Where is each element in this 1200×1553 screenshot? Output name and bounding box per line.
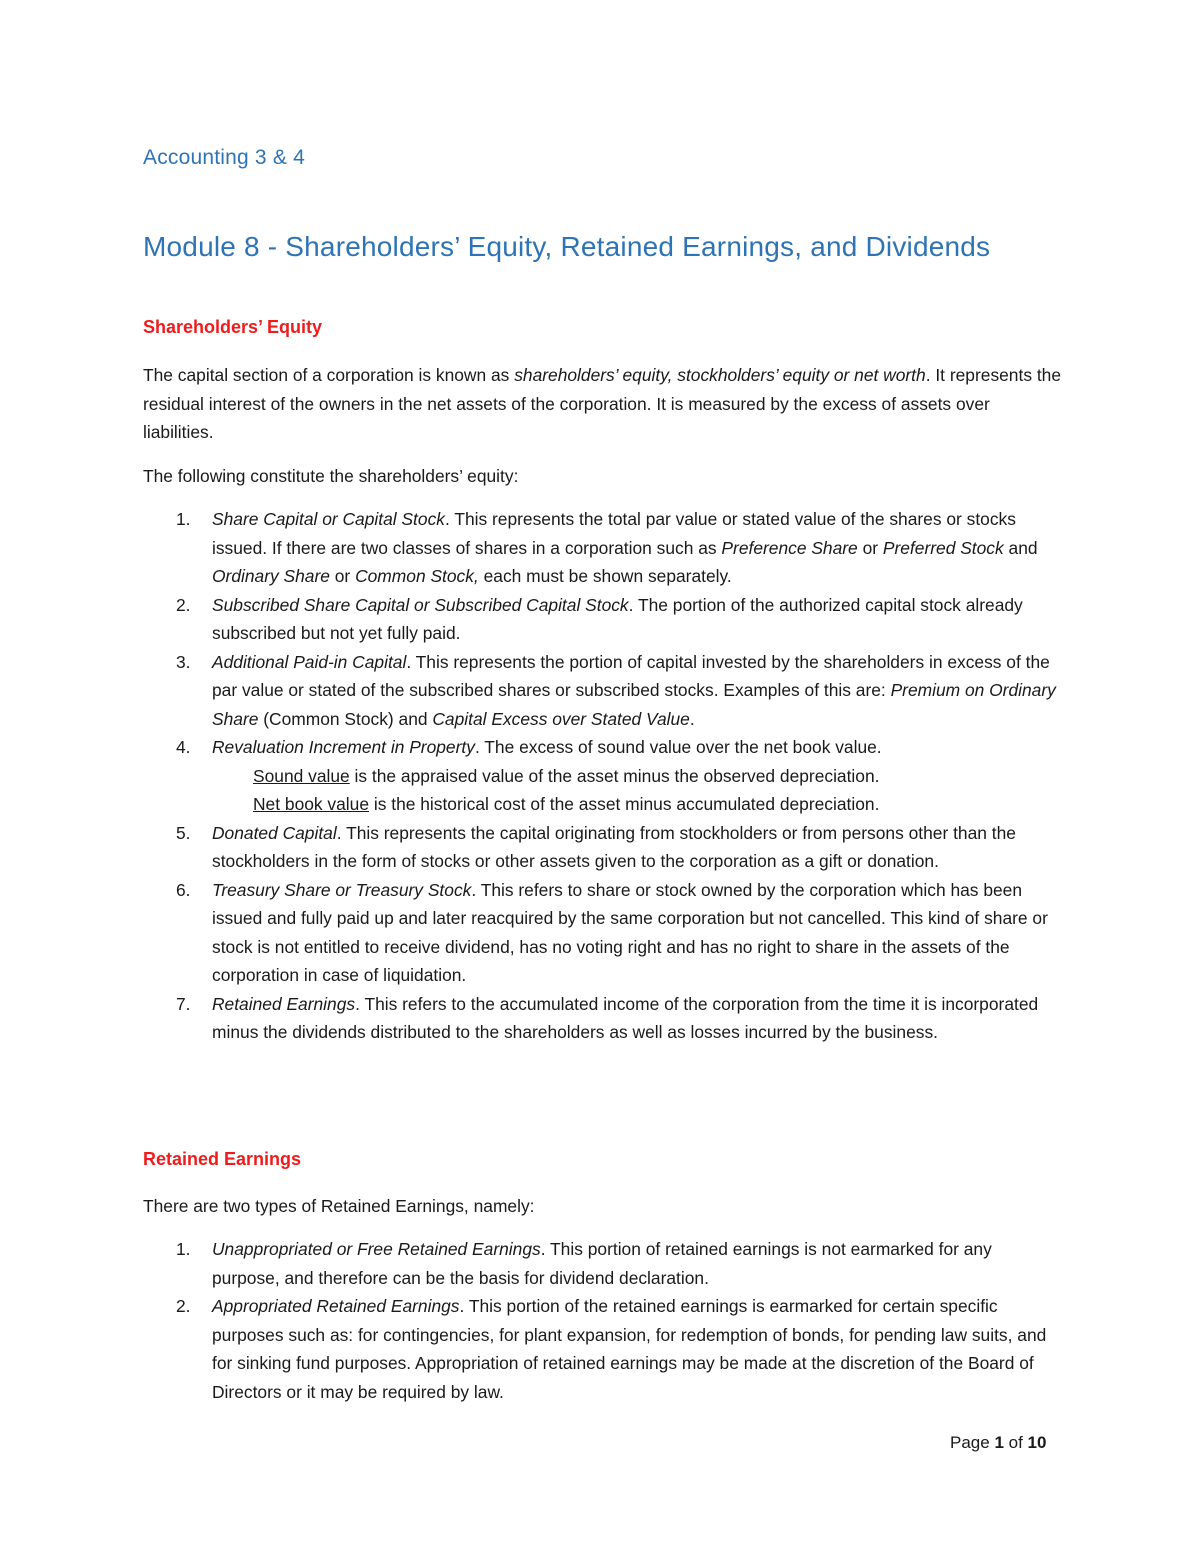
list-number: 1. <box>176 1239 191 1259</box>
list-number: 5. <box>176 822 191 843</box>
list-text: . This portion of the retained earnings is earmarked for certain specific purposes such as: for contingencies, for plant expansion, for redemption of bonds, for pending law suits, and for sinking fund purposes. Appropriation of retained earnings may be made at the discretion of the Board of Directors or it may be required by law. <box>212 1296 1047 1402</box>
list-number: 3. <box>176 651 191 672</box>
list-number: 1. <box>176 509 191 529</box>
retained-earnings-types-list <box>143 1235 1063 1406</box>
inline-term: Capital Excess over Stated Value <box>432 708 690 729</box>
page-label: Page <box>950 1433 995 1452</box>
page-current: 1 <box>994 1433 1004 1452</box>
intro-text-a: The capital section of a corporation is known as <box>143 365 515 385</box>
list-text: . This refers to share or stock owned by the corporation which has been issued and fully paid up and later reacquired by the same corporation but not cancelled. This kind of share or stock is not entitled to receive dividend, has no voting right and has no right to share in the assets of the corporation in case of liquidation. <box>212 879 1048 985</box>
equity-lead-paragraph: The following constitute the shareholders’ equity: <box>143 466 519 486</box>
list-number: 2. <box>176 594 191 615</box>
list-item <box>143 1292 1063 1406</box>
section-heading-shareholders-equity: Shareholders’ Equity <box>143 317 323 337</box>
list-text: each must be shown separately. <box>478 566 732 586</box>
list-text: and <box>1003 537 1038 558</box>
list-text: or <box>329 566 356 586</box>
list-text: (Common Stock) and <box>258 708 433 729</box>
list-term: Additional Paid-in Capital <box>212 651 407 672</box>
underlined-term: Net book value <box>253 794 370 814</box>
page-number <box>950 1433 1046 1453</box>
list-text: or <box>857 537 883 558</box>
intro-text-b: . It represents the residual interest of the owners in the net assets of the corporation. It is measured by the excess of assets over liabilities. <box>143 365 1062 442</box>
list-item <box>143 648 1063 734</box>
definition-net-book-value <box>212 790 1063 819</box>
list-text: . This represents the capital originating from stockholders or from persons other than the stockholders in the form of stocks or other assets given to the corporation as a gift or donation. <box>212 822 1016 871</box>
list-term: Revaluation Increment in Property <box>212 737 475 757</box>
inline-term: Preferred Stock <box>882 537 1004 558</box>
list-term: Donated Capital <box>212 822 337 843</box>
definition-text: is the appraised value of the asset minus the observed depreciation. <box>349 765 880 786</box>
inline-term: Preference Share <box>721 537 858 558</box>
page-of-label: of <box>1003 1433 1028 1452</box>
list-term: Retained Earnings <box>212 993 356 1014</box>
list-item <box>143 990 1063 1047</box>
underlined-term: Sound value <box>253 765 350 786</box>
list-text: . This represents the total par value or stated value of the shares or stocks issued. If there are two classes of shares in a corporation such as <box>212 509 1016 558</box>
list-term: Treasury Share or Treasury Stock <box>212 879 472 900</box>
list-number: 7. <box>176 993 191 1014</box>
list-text: . This refers to the accumulated income of the corporation from the time it is incorporated minus the dividends distributed to the shareholders as well as losses incurred by the business. <box>212 993 1039 1042</box>
list-text: . <box>689 708 695 729</box>
list-item <box>143 819 1063 876</box>
list-term: Appropriated Retained Earnings <box>212 1296 460 1316</box>
inline-term: Common Stock, <box>355 566 479 586</box>
intro-italic-terms: shareholders’ equity, stockholders’ equity or net worth <box>514 365 926 385</box>
list-item <box>143 876 1063 990</box>
list-term: Unappropriated or Free Retained Earnings <box>212 1239 541 1259</box>
list-item <box>143 505 1063 591</box>
equity-components-list <box>143 505 1063 1047</box>
course-title: Accounting 3 & 4 <box>143 146 305 169</box>
section-heading-retained-earnings: Retained Earnings <box>143 1149 302 1169</box>
list-item <box>143 733 1063 819</box>
inline-term: Premium on Ordinary Share <box>212 680 1056 729</box>
intro-paragraph <box>143 361 1063 447</box>
definition-sound-value <box>212 762 1063 791</box>
module-title: Module 8 - Shareholders’ Equity, Retained Earnings, and Dividends <box>143 231 991 262</box>
retained-earnings-lead: There are two types of Retained Earnings, namely: <box>143 1196 535 1216</box>
list-term: Subscribed Share Capital or Subscribed Capital Stock <box>212 594 629 615</box>
list-text: . This represents the portion of capital invested by the shareholders in excess of the par value or stated of the subscribed shares or subscribed stocks. Examples of this are: <box>212 651 1050 700</box>
list-number: 4. <box>176 737 191 757</box>
list-number: 6. <box>176 879 191 900</box>
list-number: 2. <box>176 1296 191 1316</box>
list-item <box>143 1235 1063 1292</box>
definition-text: is the historical cost of the asset minus accumulated depreciation. <box>369 794 880 814</box>
list-text: . The portion of the authorized capital stock already subscribed but not yet fully paid. <box>212 594 1023 643</box>
list-text: . This portion of retained earnings is not earmarked for any purpose, and therefore can be the basis for dividend declaration. <box>212 1239 992 1288</box>
list-text: . The excess of sound value over the net book value. <box>474 737 882 757</box>
list-item <box>143 591 1063 648</box>
inline-term: Ordinary Share <box>212 566 330 586</box>
list-term: Share Capital or Capital Stock <box>212 509 445 529</box>
page-total: 10 <box>1027 1433 1047 1452</box>
